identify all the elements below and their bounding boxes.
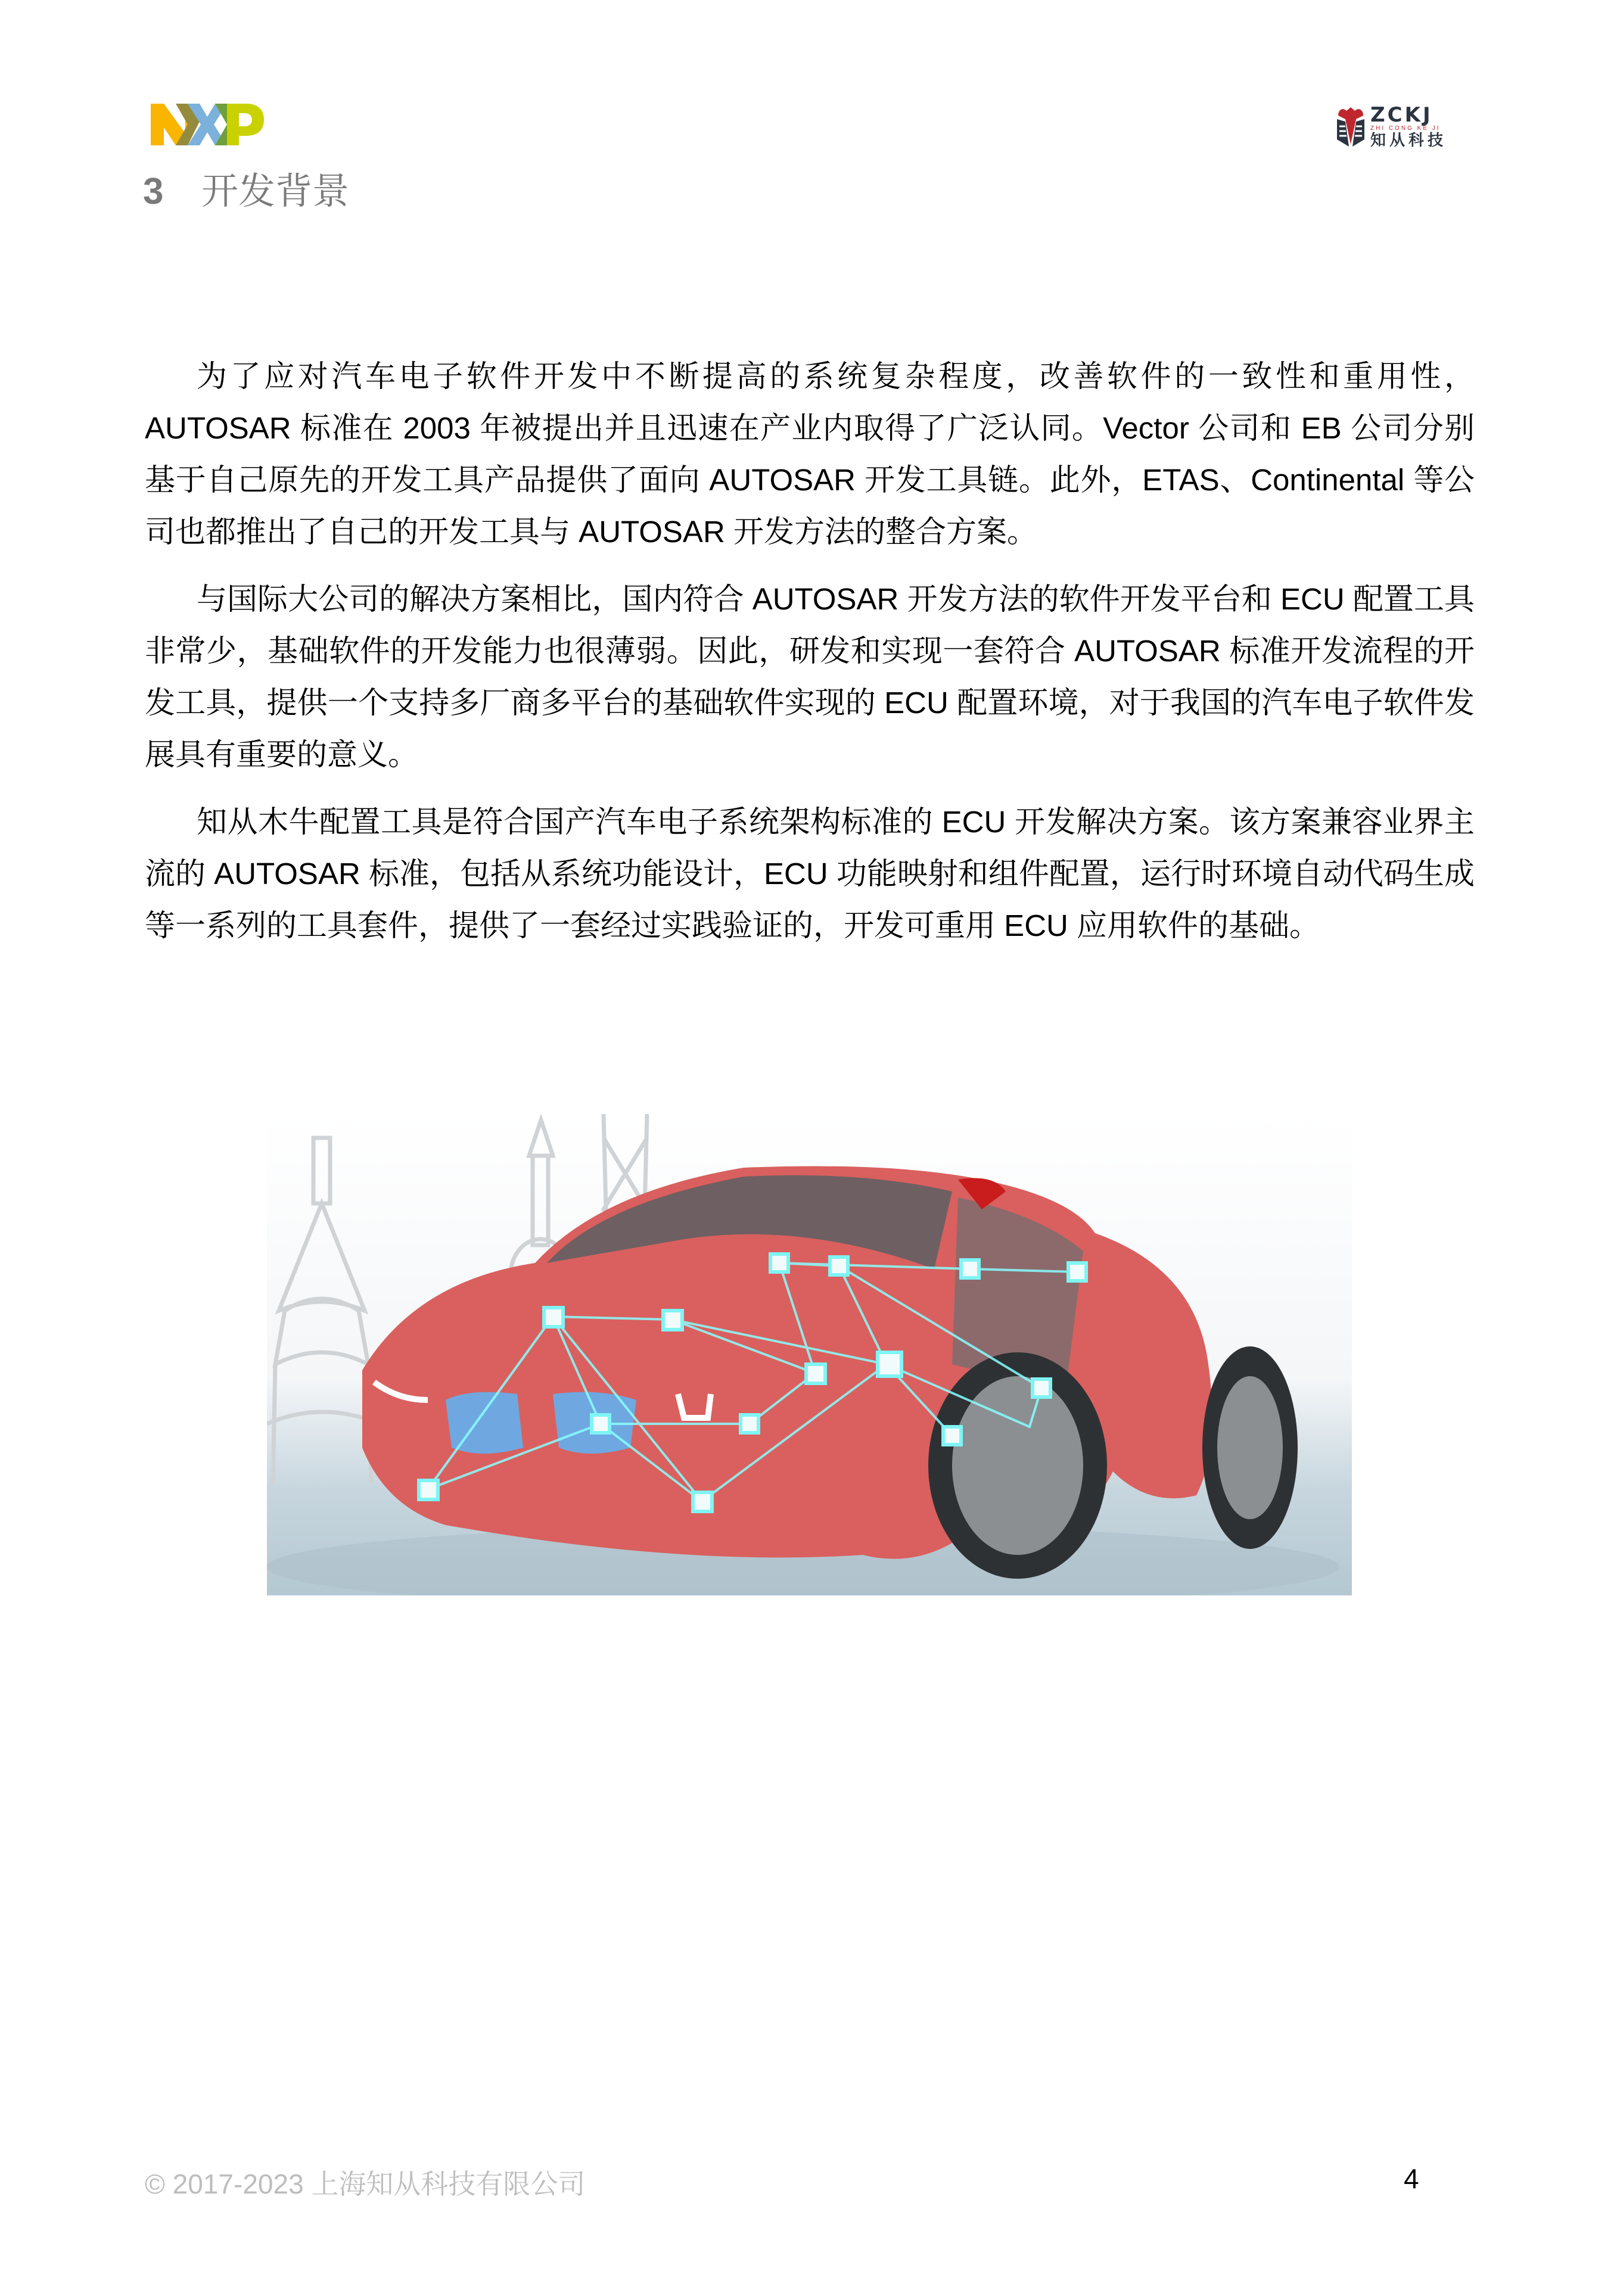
body-text — [145, 350, 1475, 967]
paragraph: 知从木牛配置工具是符合国产汽车电子系统架构标准的 ECU 开发解决方案。该方案兼容业界主流的 AUTOSAR 标准，包括从系统功能设计，ECU 功能映射和组件配置，运行时环境自动代码生成等一系列的工具套件，提供了一套经过实践验证的，开发可重用 ECU 应用软件的基础。 — [145, 805, 1475, 942]
car-ecu-network-figure — [267, 1114, 1352, 1595]
paragraph: 与国际大公司的解决方案相比，国内符合 AUTOSAR 开发方法的软件开发平台和 ECU 配置工具非常少，基础软件的开发能力也很薄弱。因此，研发和实现一套符合 AUTOSAR 标准开发流程的开发工具，提供一个支持多厂商多平台的基础软件实现的 ECU 配置环境，对于我国的汽车电子软件发展具有重要的意义。 — [145, 582, 1475, 771]
section-number: 3 — [143, 171, 164, 212]
nxp-logo-icon — [151, 104, 264, 145]
zckj-mark: ZCKJ — [1370, 103, 1433, 127]
car-illustration — [267, 1114, 1352, 1595]
zckj-subtitle: ZHI CONG KE JI — [1370, 125, 1441, 132]
zckj-logo — [1336, 105, 1473, 149]
section-heading — [143, 168, 349, 216]
paragraph: 为了应对汽车电子软件开发中不断提高的系统复杂程度，改善软件的一致性和重用性，AUTOSAR 标准在 2003 年被提出并且迅速在产业内取得了广泛认同。Vector 公司和 EB 公司分别基于自己原先的开发工具产品提供了面向 AUTOSAR 开发工具链。此外，ETAS、Continental 等公司也都推出了自己的开发工具与 AUTOSAR 开发方法的整合方案。 — [145, 359, 1475, 549]
nxp-logo — [151, 104, 264, 145]
section-title: 开发背景 — [201, 171, 350, 212]
zckj-emblem-icon — [1336, 105, 1366, 149]
zckj-chinese-name: 知从科技 — [1370, 132, 1447, 150]
footer-copyright: © 2017-2023 上海知从科技有限公司 — [145, 2169, 586, 2199]
page-number: 4 — [1404, 2163, 1419, 2194]
